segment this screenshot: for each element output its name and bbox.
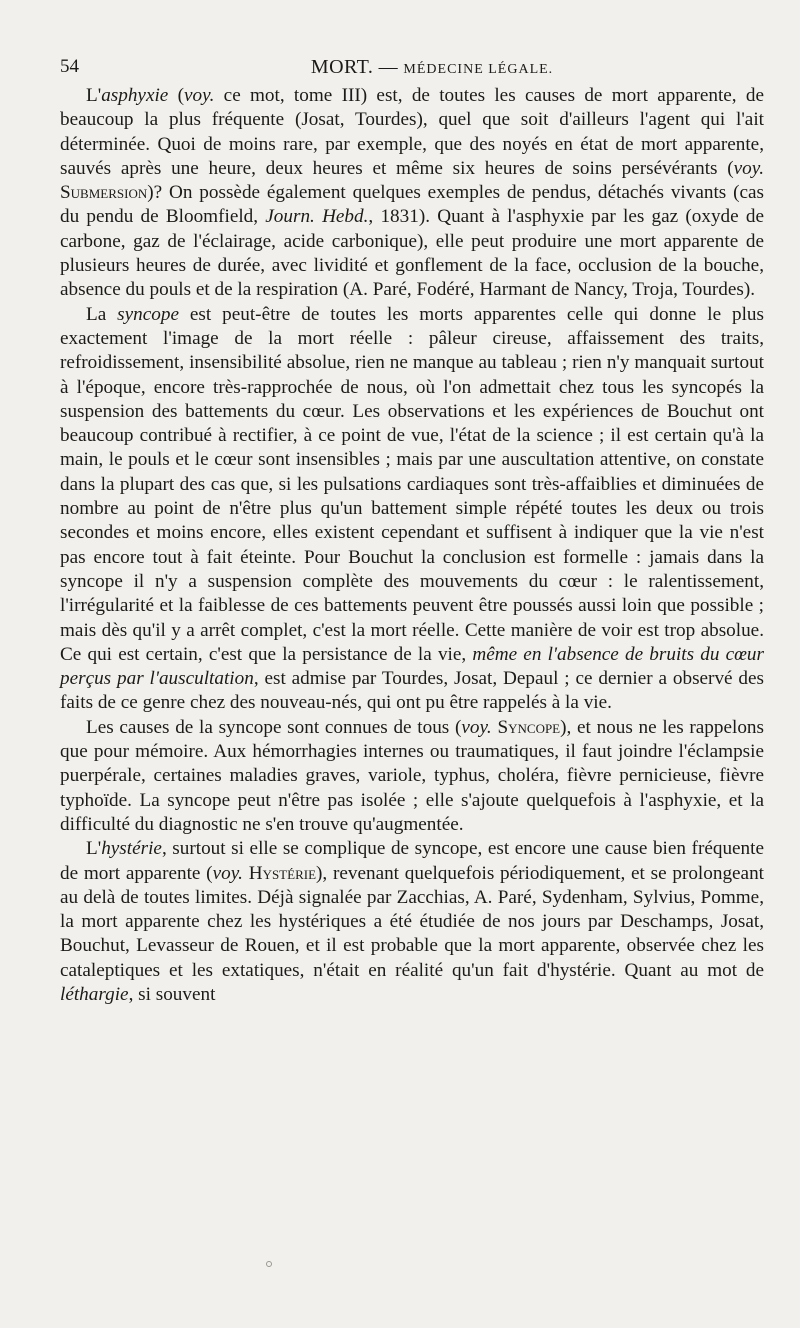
cross-reference: Hystérie — [242, 862, 317, 884]
page-mark — [266, 1261, 272, 1267]
italic-emphasis: même en l'absence de bruits du cœur perçus par l'auscultation — [60, 643, 764, 690]
running-head — [60, 52, 764, 82]
header-separator: — — [378, 57, 399, 78]
text-run: )? On possède également quelques exemples de pendus, détachés vivants (cas du pendu de Bloomfield, — [60, 182, 764, 228]
italic-term: asphyxie — [101, 85, 169, 106]
paragraph-syncope — [60, 303, 764, 716]
text-run: L' — [86, 85, 102, 106]
italic-citation: Journ. Hebd. — [265, 206, 369, 228]
body-text — [60, 84, 764, 1007]
text-run: , est admise par Tourdes, Josat, Depaul ; ce dernier a observé des faits de ce genre chez des nouveau-nés, qui ont pu être rappelés à la vie. — [60, 668, 764, 714]
italic-reference: voy. — [733, 157, 764, 179]
text-run: ), revenant quelquefois périodiquement, et se prolongeant au delà de toutes limites. Déjà signalée par Zacchias, A. Paré, Sydenham, Sylvius, Pomme, la mort apparente chez les hystériques a été étudiée de nos jours par Deschamps, Josat, Bouchut, Levasseur de Rouen, et il est probable que la mort apparente, observée chez les cataleptiques et les extatiques, n'était en réalité qu'un fait d'hystérie. Quant au mot de — [60, 862, 764, 981]
italic-term: léthargie — [60, 983, 129, 1005]
italic-reference: voy. — [461, 716, 492, 738]
header-title — [60, 52, 764, 85]
italic-term: syncope — [117, 303, 179, 325]
text-run: , 1831). Quant à l'asphyxie par les gaz (oxyde de carbone, gaz de l'éclairage, acide carbonique), elle peut produire une mort apparente de plusieurs heures de durée, avec lividité et gonflement de la face, occlusion de la bouche, absence du pouls et de la respiration (A. Paré, Fodéré, Harmant de Nancy, Troja, Tourdes). — [60, 206, 765, 301]
text-run: ce mot, tome III) est, de toutes les causes de mort apparente, de beaucoup la plus fréquente (Josat, Tourdes), quel que soit d'ailleurs l'agent qui l'ait déterminée. Quoi de moins rare, par exemple, que des noyés en état de mort apparente, sauvés après une heure, deux heures et même six heures de soins persévérants ( — [60, 85, 765, 179]
page-number: 54 — [60, 56, 79, 77]
text-run: La — [86, 303, 118, 325]
italic-reference: voy. — [184, 85, 215, 106]
text-run: ), et nous ne les rappelons que pour mémoire. Aux hémorrhagies internes ou traumatiques, il faut joindre l'éclampsie puerpérale, certaines maladies graves, variole, typhus, choléra, fièvre pernicieuse, fièvre typhoïde. La syncope peut n'être pas isolée ; elle s'ajoute quelquefois à l'asphyxie, et la difficulté du diagnostic ne s'en trouve qu'augmentée. — [60, 716, 764, 835]
text-run: L' — [86, 838, 102, 860]
cross-reference: Submersion — [60, 182, 148, 204]
paragraph-causes-syncope — [60, 716, 764, 837]
text-run: ( — [168, 85, 185, 106]
text-run: , surtout si elle se complique de syncope, est encore une cause bien fréquente de mort apparente ( — [60, 838, 764, 884]
text-run: , si souvent — [128, 983, 216, 1005]
header-main-title: MORT. — [310, 56, 374, 78]
cross-reference: Syncope — [491, 716, 561, 738]
italic-term: hystérie — [101, 838, 162, 860]
italic-reference: voy. — [212, 862, 243, 884]
paragraph-hysterie — [60, 837, 764, 1007]
text-run: Les causes de la syncope sont connues de tous ( — [86, 716, 462, 738]
paragraph-asphyxie — [60, 84, 764, 303]
text-run: est peut-être de toutes les morts apparentes celle qui donne le plus exactement l'image de la mort réelle : pâleur cireuse, affaissement des traits, refroidissement, insensibilité absolue, rien ne manque au tableau ; rien n'y manquait surtout à l'époque, encore très-rapprochée de nous, où l'on admettait chez tous les syncopés la suspension des battements du cœur. Les observations et les expériences de Bouchut ont beaucoup contribué à rectifier, à ce point de vue, l'état de la science ; il est certain qu'à la main, le pouls et le cœur sont insensibles ; mais par une auscultation attentive, on constate dans la plupart des cas que, si les pulsations cardiaques sont très-affaiblies et diminuées de nombre au point de n'être plus qu'un battement simple répété toutes les deux ou trois secondes et moins encore, elles existent cependant et suffisent à indiquer que la vie n'est pas encore tout à fait éteinte. Pour Bouchut la conclusion est formelle : jamais dans la syncope il n'y a suspension complète des mouvements du cœur : le ralentissement, l'irrégularité et la faiblesse de ces battements peuvent être poussés aussi loin que possible ; mais dès qu'il y a arrêt complet, c'est la mort réelle. Cette manière de voir est trop absolue. Ce qui est certain, c'est que la persistance de la vie, — [60, 303, 764, 665]
header-subtitle: MÉDECINE LÉGALE. — [403, 62, 554, 77]
